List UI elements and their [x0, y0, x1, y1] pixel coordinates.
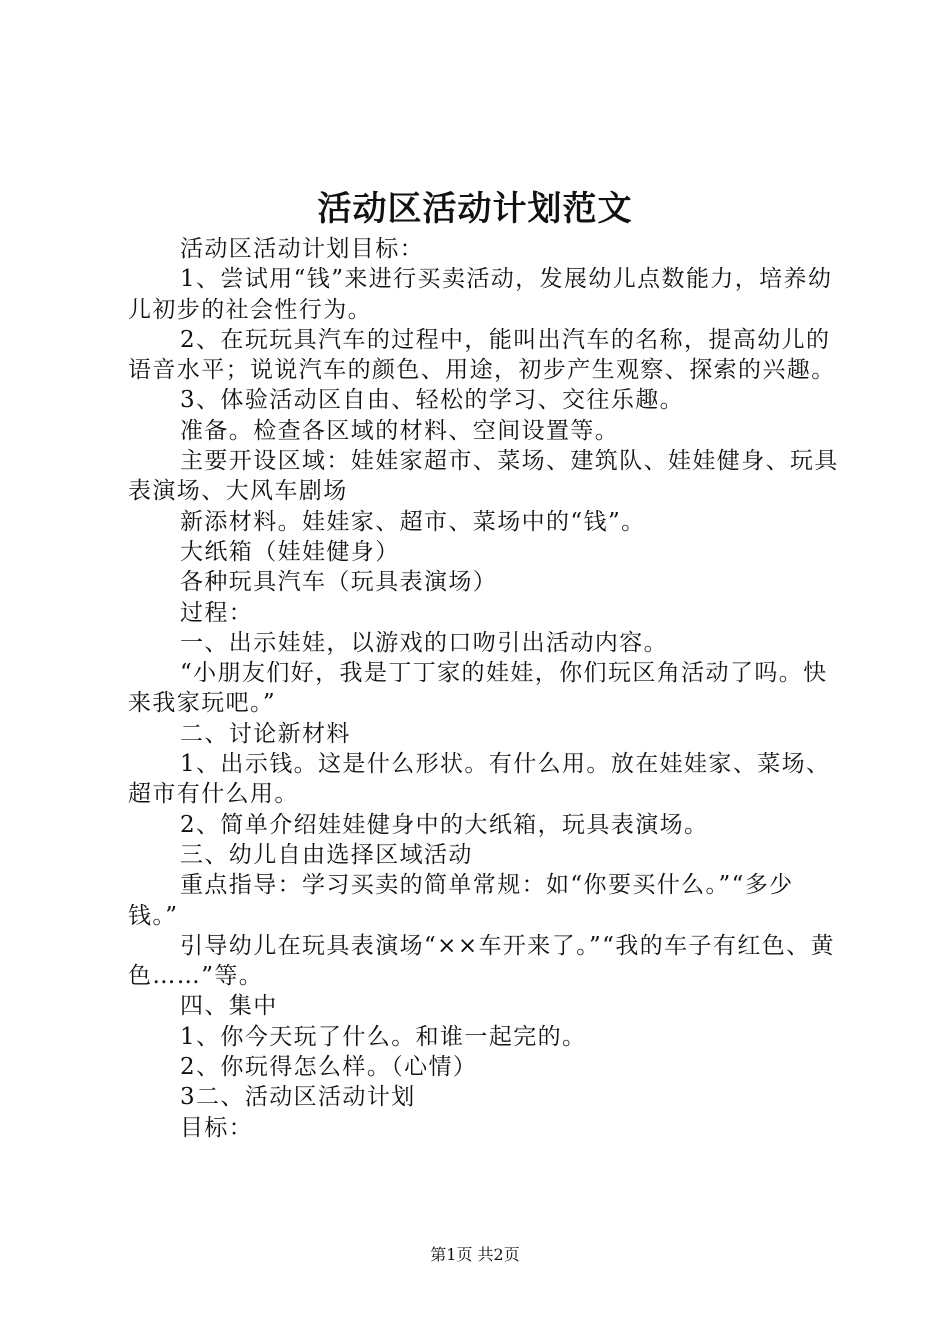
- paragraph: 3、体验活动区自由、轻松的学习、交往乐趣。: [180, 387, 685, 414]
- document-body: [128, 234, 840, 1143]
- paragraph: 1、出示钱。这是什么形状。有什么用。放在娃娃家、菜场、超市有什么用。: [128, 751, 831, 808]
- paragraph: 1、你今天玩了什么。和谁一起完的。: [180, 1023, 587, 1050]
- paragraph: 大纸箱（娃娃健身）: [180, 538, 400, 565]
- paragraph: 准备。检查各区域的材料、空间设置等。: [180, 417, 620, 444]
- paragraph: 2、你玩得怎么样。（心情）: [180, 1054, 478, 1081]
- paragraph: 1、尝试用“钱”来进行买卖活动，发展幼儿点数能力，培养幼儿初步的社会性行为。: [128, 266, 833, 323]
- paragraph: 二、讨论新材料: [180, 720, 351, 747]
- paragraph: 引导幼儿在玩具表演场“××车开来了。”“我的车子有红色、黄色……”等。: [128, 932, 835, 990]
- paragraph: 3二、活动区活动计划: [180, 1084, 416, 1111]
- paragraph: 过程：: [180, 599, 254, 626]
- paragraph: 目标：: [180, 1114, 254, 1141]
- paragraph: 一、出示娃娃，以游戏的口吻引出活动内容。: [180, 629, 668, 656]
- paragraph: 新添材料。娃娃家、超市、菜场中的“钱”。: [180, 508, 646, 535]
- paragraph: 2、简单介绍娃娃健身中的大纸箱，玩具表演场。: [180, 811, 709, 838]
- paragraph: 活动区活动计划目标：: [180, 236, 424, 262]
- paragraph: 四、集中: [180, 993, 278, 1020]
- paragraph: 重点指导：学习买卖的简单常规：如“你要买什么。”“多少钱。”: [128, 872, 794, 929]
- paragraph: “小朋友们好，我是丁丁家的娃娃，你们玩区角活动了吗。快来我家玩吧。”: [128, 660, 828, 717]
- paragraph: 主要开设区域：娃娃家超市、菜场、建筑队、娃娃健身、玩具表演场、大风车剧场: [128, 448, 839, 505]
- paragraph: 2、在玩玩具汽车的过程中，能叫出汽车的名称，提高幼儿的语音水平；说说汽车的颜色、用途，初步产生观察、探索的兴趣。: [128, 326, 836, 384]
- page-number-footer: 第1页 共2页: [430, 1245, 520, 1264]
- paragraph: 各种玩具汽车（玩具表演场）: [180, 569, 498, 596]
- paragraph: 三、幼儿自由选择区域活动: [180, 841, 473, 868]
- document-title: 活动区活动计划范文: [317, 189, 633, 229]
